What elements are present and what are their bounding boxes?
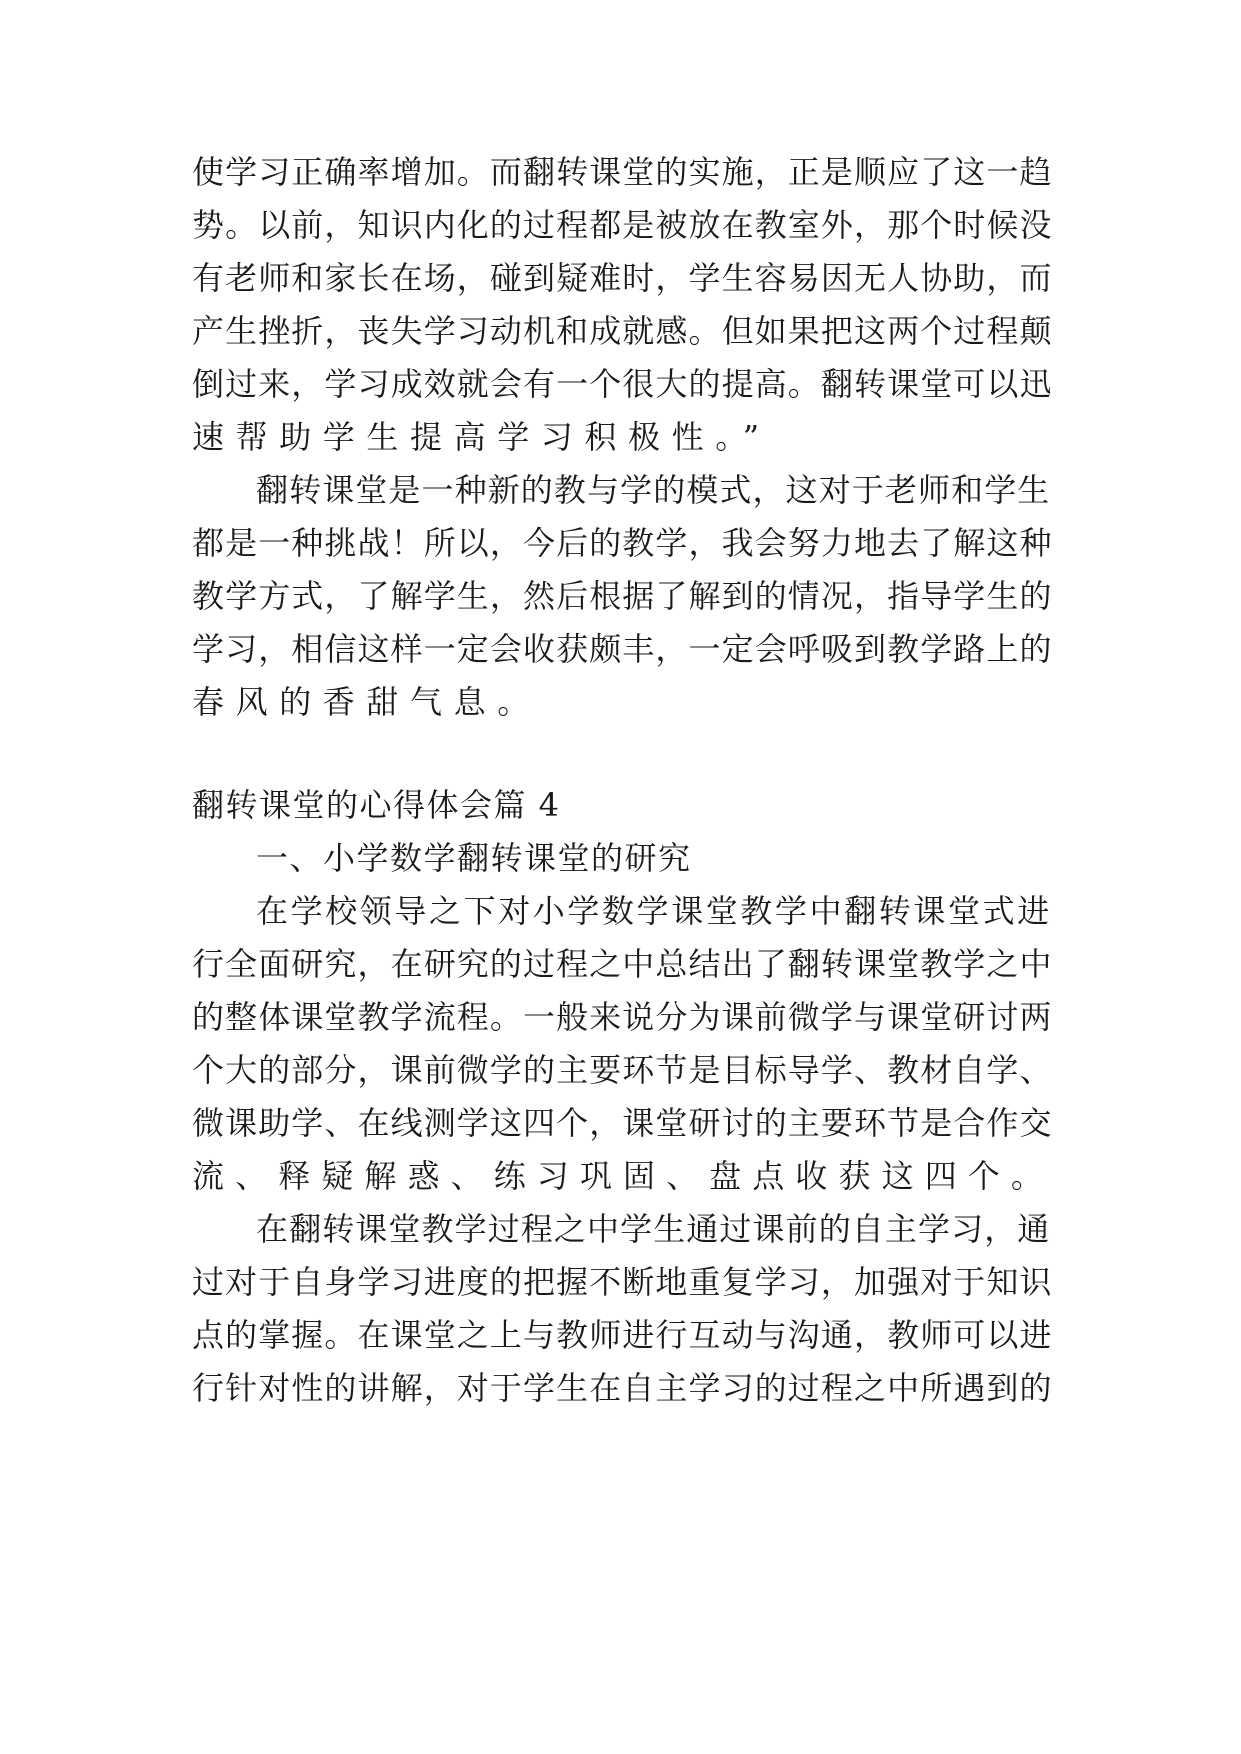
text-line: 学习，相信这样一定会收获颇丰，一定会呼吸到教学路上的 [192, 630, 1053, 668]
text-line: 过对于自身学习进度的把握不断地重复学习，加强对于知识 [192, 1263, 1053, 1301]
text-line: 行针对性的讲解，对于学生在自主学习的过程之中所遇到的 [192, 1369, 1053, 1407]
text-line: 有老师和家长在场，碰到疑难时，学生容易因无人协助，而 [192, 259, 1053, 297]
paragraph-first-line: 翻转课堂是一种新的教与学的模式，这对于老师和学生 [256, 471, 1051, 509]
text-line: 倒过来，学习成效就会有一个很大的提高。翻转课堂可以迅 [192, 365, 1053, 403]
section-heading: 翻转课堂的心得体会篇 4 [192, 786, 561, 824]
subsection-heading: 一、小学数学翻转课堂的研究 [256, 839, 692, 877]
paragraph-first-line: 在学校领导之下对小学数学课堂教学中翻转课堂式进 [256, 892, 1052, 930]
text-line: 流、释疑解惑、练习巩固、盘点收获这四个。 [192, 1157, 1055, 1195]
text-line: 行全面研究，在研究的过程之中总结出了翻转课堂教学之中 [192, 945, 1053, 983]
text-line: 点的掌握。在课堂之上与教师进行互动与沟通，教师可以进 [192, 1316, 1053, 1354]
text-line: 微课助学、在线测学这四个，课堂研讨的主要环节是合作交 [192, 1104, 1053, 1142]
text-line: 个大的部分，课前微学的主要环节是目标导学、教材自学、 [192, 1051, 1053, 1089]
text-line: 都是一种挑战！所以，今后的教学，我会努力地去了解这种 [192, 524, 1053, 562]
text-line: 使学习正确率增加。而翻转课堂的实施，正是顺应了这一趋 [192, 153, 1053, 191]
text-line: 教学方式，了解学生，然后根据了解到的情况，指导学生的 [192, 577, 1053, 615]
text-line: 产生挫折，丧失学习动机和成就感。但如果把这两个过程颠 [192, 312, 1053, 350]
text-line: 势。以前，知识内化的过程都是被放在教室外，那个时候没 [192, 206, 1053, 244]
text-line: 的整体课堂教学流程。一般来说分为课前微学与课堂研讨两 [192, 998, 1053, 1036]
paragraph-first-line: 在翻转课堂教学过程之中学生通过课前的自主学习，通 [256, 1210, 1051, 1248]
text-line: 速帮助学生提高学习积极性。” [192, 418, 771, 456]
text-line: 春风的香甜气息。 [192, 683, 541, 721]
